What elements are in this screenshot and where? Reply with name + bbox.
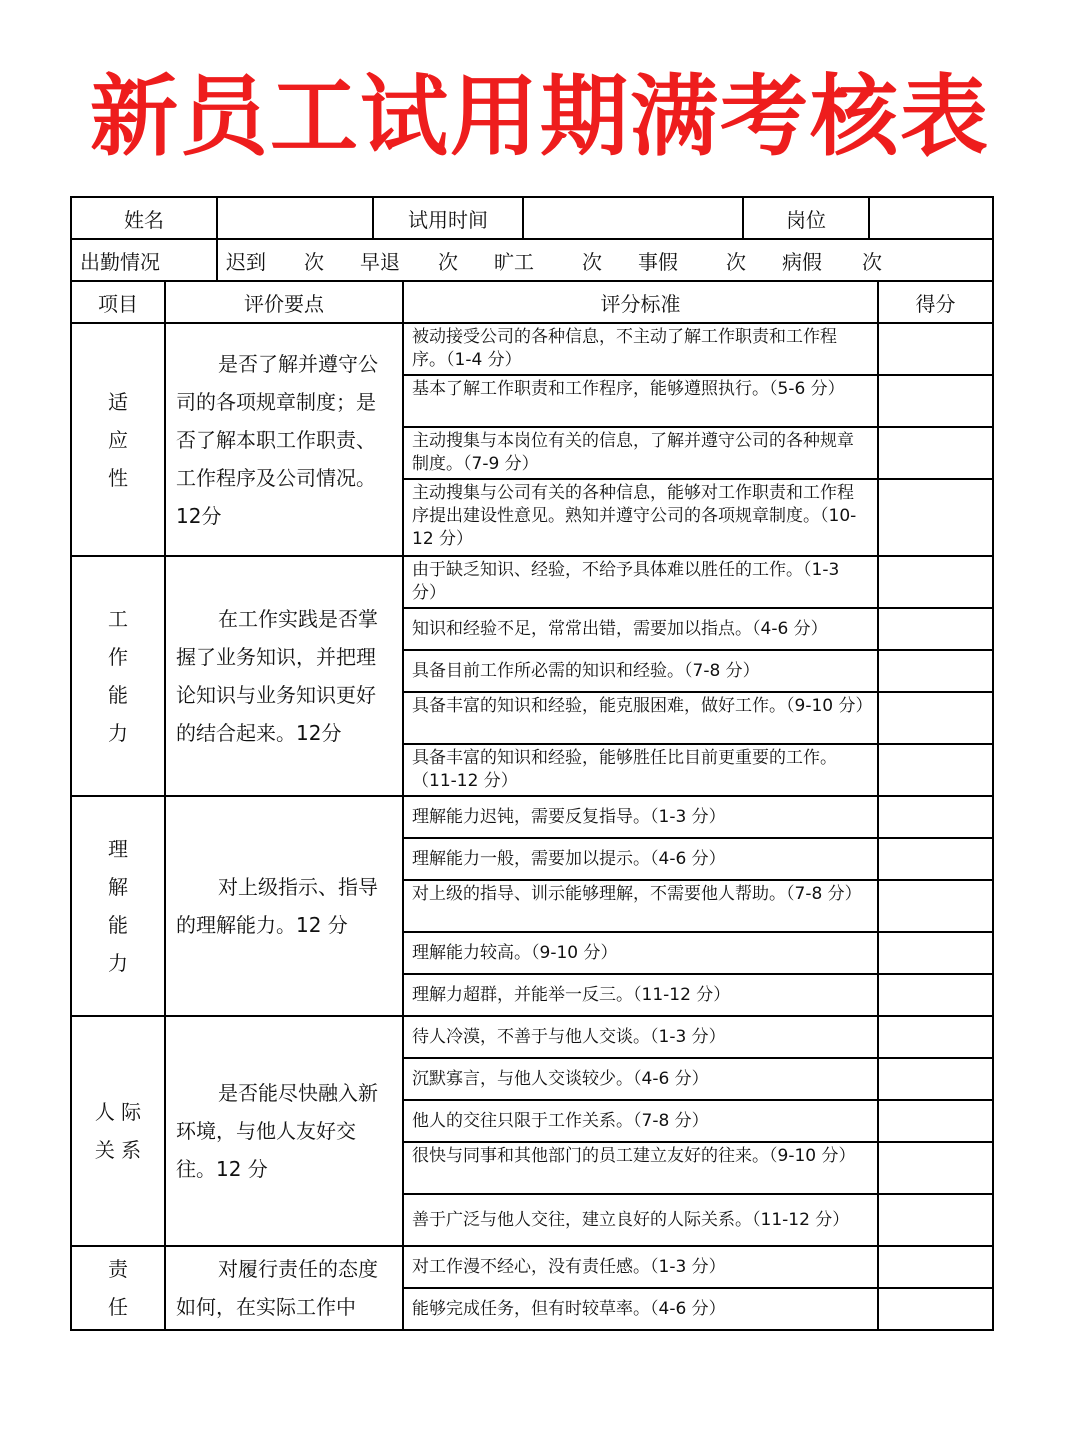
trial-period-value-cell[interactable] (523, 197, 743, 239)
score-cell[interactable] (878, 650, 993, 692)
score-cell[interactable] (878, 1288, 993, 1330)
name-label: 姓名 (71, 197, 217, 239)
section-points-responsibility: 对履行责任的态度如何，在实际工作中 (165, 1246, 403, 1330)
score-cell[interactable] (878, 880, 993, 932)
section-item-adaptability: 适 应 性 (71, 323, 165, 556)
section-points-relationships: 是否能尽快融入新环境，与他人友好交往。12 分 (165, 1016, 403, 1246)
score-cell[interactable] (878, 1142, 993, 1194)
standard-text: 具备丰富的知识和经验，能克服困难，做好工作。（9-10 分） (403, 692, 878, 744)
standard-text: 具备丰富的知识和经验，能够胜任比目前更重要的工作。（11-12 分） (403, 744, 878, 796)
standard-text: 他人的交往只限于工作关系。（7-8 分） (403, 1100, 878, 1142)
standard-text: 对工作漫不经心，没有责任感。（1-3 分） (403, 1246, 878, 1288)
column-header-item: 项目 (71, 281, 165, 323)
standard-text: 理解能力较高。（9-10 分） (403, 932, 878, 974)
score-cell[interactable] (878, 744, 993, 796)
standard-text: 能够完成任务，但有时较草率。（4-6 分） (403, 1288, 878, 1330)
standard-text: 主动搜集与公司有关的各种信息，能够对工作职责和工作程序提出建设性意见。熟知并遵守公司的各项规章制度。（10-12 分） (403, 479, 878, 556)
section-points-work-ability: 在工作实践是否掌握了业务知识，并把理论知识与业务知识更好的结合起来。12分 (165, 556, 403, 796)
score-cell[interactable] (878, 427, 993, 479)
absent-label: 旷工 (494, 249, 534, 274)
late-label: 迟到 (226, 249, 266, 274)
post-label: 岗位 (743, 197, 869, 239)
evaluation-table (70, 196, 992, 1331)
personal-leave-unit: 次 (726, 249, 746, 274)
standard-text: 善于广泛与他人交往，建立良好的人际关系。（11-12 分） (403, 1194, 878, 1246)
standard-text: 基本了解工作职责和工作程序，能够遵照执行。（5-6 分） (403, 375, 878, 427)
score-cell[interactable] (878, 974, 993, 1016)
trial-period-label: 试用时间 (373, 197, 523, 239)
leave-early-unit: 次 (438, 249, 458, 274)
standard-text: 由于缺乏知识、经验，不给予具体难以胜任的工作。（1-3 分） (403, 556, 878, 608)
standard-text: 待人冷漠，不善于与他人交谈。（1-3 分） (403, 1016, 878, 1058)
score-cell[interactable] (878, 838, 993, 880)
standard-text: 沉默寡言，与他人交谈较少。（4-6 分） (403, 1058, 878, 1100)
score-cell[interactable] (878, 608, 993, 650)
standard-text: 理解力超群，并能举一反三。（11-12 分） (403, 974, 878, 1016)
section-item-responsibility: 责 任 (71, 1246, 165, 1330)
absent-unit: 次 (582, 249, 602, 274)
score-cell[interactable] (878, 1058, 993, 1100)
standard-text: 对上级的指导、训示能够理解，不需要他人帮助。（7-8 分） (403, 880, 878, 932)
standard-text: 主动搜集与本岗位有关的信息，了解并遵守公司的各种规章制度。（7-9 分） (403, 427, 878, 479)
standard-text: 被动接受公司的各种信息，不主动了解工作职责和工作程序。（1-4 分） (403, 323, 878, 375)
score-cell[interactable] (878, 1100, 993, 1142)
column-header-standard: 评分标准 (403, 281, 878, 323)
attendance-label: 出勤情况 (71, 239, 217, 281)
standard-text: 理解能力一般，需要加以提示。（4-6 分） (403, 838, 878, 880)
name-value-cell[interactable] (217, 197, 373, 239)
attendance-row (217, 239, 993, 281)
sick-leave-label: 病假 (782, 249, 822, 274)
standard-text: 理解能力迟钝，需要反复指导。（1-3 分） (403, 796, 878, 838)
personal-leave-label: 事假 (638, 249, 678, 274)
score-cell[interactable] (878, 1194, 993, 1246)
score-cell[interactable] (878, 1016, 993, 1058)
leave-early-label: 早退 (360, 249, 400, 274)
column-header-score: 得分 (878, 281, 993, 323)
score-cell[interactable] (878, 375, 993, 427)
section-points-comprehension: 对上级指示、指导的理解能力。12 分 (165, 796, 403, 1016)
column-header-points: 评价要点 (165, 281, 403, 323)
late-unit: 次 (304, 249, 324, 274)
standard-text: 知识和经验不足，常常出错，需要加以指点。（4-6 分） (403, 608, 878, 650)
score-cell[interactable] (878, 323, 993, 375)
score-cell[interactable] (878, 1246, 993, 1288)
section-item-relationships: 人 际 关 系 (71, 1016, 165, 1246)
score-cell[interactable] (878, 692, 993, 744)
sick-leave-unit: 次 (862, 249, 882, 274)
standard-text: 具备目前工作所必需的知识和经验。（7-8 分） (403, 650, 878, 692)
standard-text: 很快与同事和其他部门的员工建立友好的往来。（9-10 分） (403, 1142, 878, 1194)
score-cell[interactable] (878, 479, 993, 556)
document-title: 新员工试用期满考核表 (89, 65, 990, 168)
section-points-adaptability: 是否了解并遵守公司的各项规章制度；是否了解本职工作职责、工作程序及公司情况。12分 (165, 323, 403, 556)
score-cell[interactable] (878, 932, 993, 974)
section-item-work-ability: 工 作 能 力 (71, 556, 165, 796)
score-cell[interactable] (878, 796, 993, 838)
score-cell[interactable] (878, 556, 993, 608)
section-item-comprehension: 理 解 能 力 (71, 796, 165, 1016)
post-value-cell[interactable] (869, 197, 993, 239)
